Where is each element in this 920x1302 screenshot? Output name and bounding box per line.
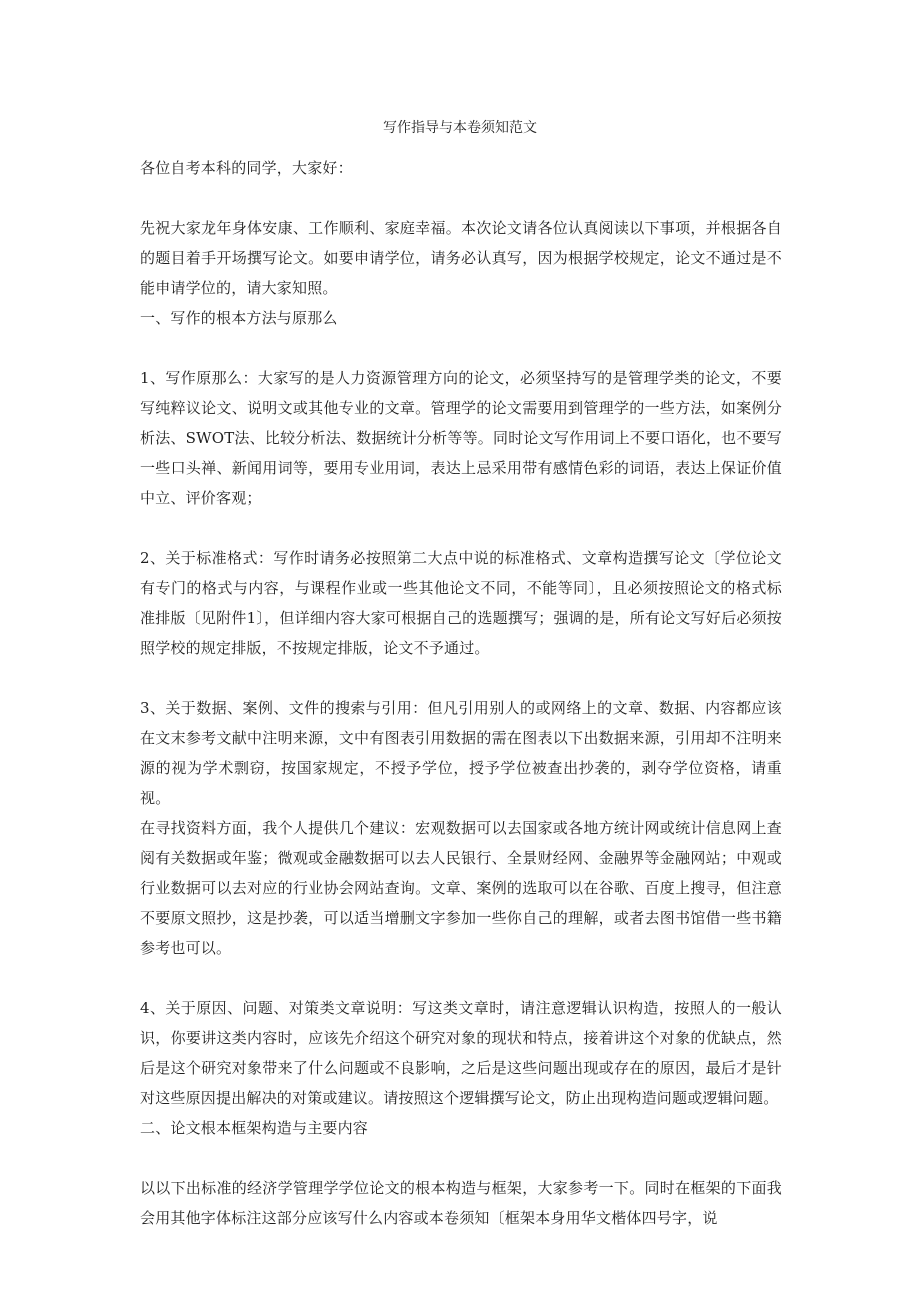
greeting-paragraph: 各位自考本科的同学，大家好：: [140, 159, 353, 177]
paragraph-spacer: [140, 1143, 782, 1173]
point-paragraph: 2、关于标准格式：写作时请务必按照第二大点中说的标准格式、文章构造撰写论文〔学位论文有专门的格式与内容，与课程作业或一些其他论文不同，不能等同〕，且必须按照论文的格式标准排版〔见附件1〕，但详细内容大家可根据自己的选题撰写；强调的是，所有论文写好后必须按照学校的规定排版，不按规定排版，论文不予通过。: [140, 549, 782, 657]
intro-paragraph: 先祝大家龙年身体安康、工作顺利、家庭幸福。本次论文请各位认真阅读以下事项，并根据各自的题目着手开场撰写论文。如要申请学位，请务必认真写，因为根据学校规定，论文不通过是不能申请学位的，请大家知照。: [140, 219, 782, 297]
section-intro-paragraph: 以以下出标准的经济学管理学学位论文的根本构造与框架，大家参考一下。同时在框架的下面我会用其他字体标注这部分应该写什么内容或本卷须知〔框架本身用华文楷体四号字，说: [140, 1179, 782, 1227]
paragraph-spacer: [140, 963, 782, 993]
point-paragraph: 1、写作原那么：大家写的是人力资源管理方向的论文，必须坚持写的是管理学类的论文，不要写纯粹议论文、说明文或其他专业的文章。管理学的论文需要用到管理学的一些方法，如案例分析法、SWOT法、比较分析法、数据统计分析等等。同时论文写作用词上不要口语化，也不要写一些口头禅、新闻用词等，要用专业用词，表达上忌采用带有感情色彩的词语，表达上保证价值中立、评价客观；: [140, 369, 782, 507]
point-paragraph: 在寻找资料方面，我个人提供几个建议：宏观数据可以去国家或各地方统计网或统计信息网上查阅有关数据或年鉴；微观或金融数据可以去人民银行、全景财经网、金融界等金融网站；中观或行业数据可以去对应的行业协会网站查询。文章、案例的选取可以在谷歌、百度上搜寻，但注意不要原文照抄，这是抄袭，可以适当增删文字参加一些你自己的理解，或者去图书馆借一些书籍参考也可以。: [140, 819, 782, 957]
paragraph-spacer: [140, 513, 782, 543]
point-paragraph: 3、关于数据、案例、文件的搜索与引用：但凡引用别人的或网络上的文章、数据、内容都应该在文末参考文献中注明来源，文中有图表引用数据的需在图表以下出数据来源，引用却不注明来源的视为学术剽窃，按国家规定，不授予学位，授予学位被查出抄袭的，剥夺学位资格，请重视。: [140, 699, 782, 807]
document-body: [140, 153, 782, 1233]
point-paragraph: 4、关于原因、问题、对策类文章说明：写这类文章时，请注意逻辑认识构造，按照人的一般认识，你要讲这类内容时，应该先介绍这个研究对象的现状和特点，接着讲这个对象的优缺点，然后是这个研究对象带来了什么问题或不良影响，之后是这些问题出现或存在的原因，最后才是针对这些原因提出解决的对策或建议。请按照这个逻辑撰写论文，防止出现构造问题或逻辑问题。: [140, 999, 782, 1107]
document-title: 写作指导与本卷须知范文: [383, 120, 537, 136]
section-heading: 一、写作的根本方法与原那么: [140, 309, 338, 327]
paragraph-spacer: [140, 183, 782, 213]
paragraph-spacer: [140, 333, 782, 363]
section-heading: 二、论文根本框架构造与主要内容: [140, 1119, 369, 1137]
paragraph-spacer: [140, 663, 782, 693]
